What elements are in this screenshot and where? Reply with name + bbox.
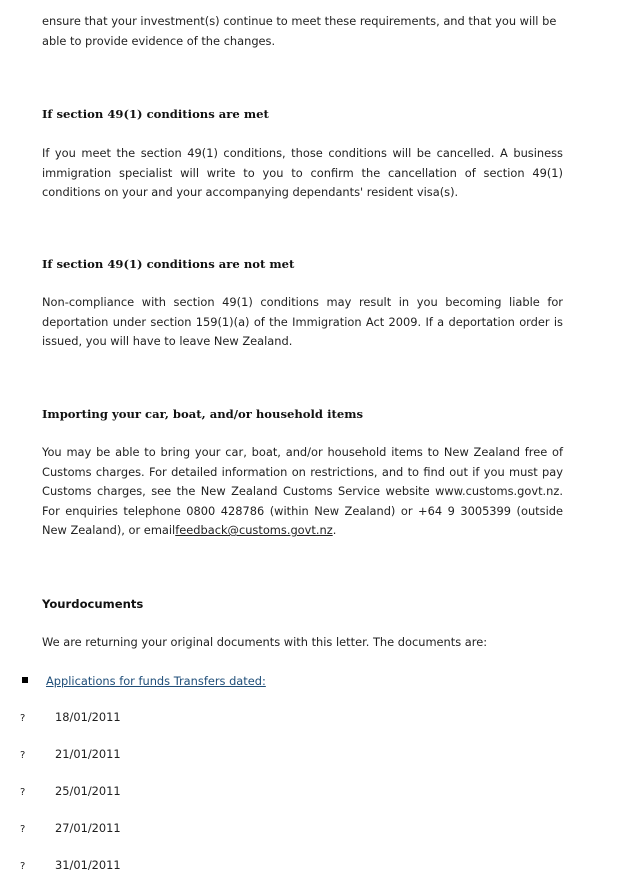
importing-body-text: You may be able to bring your car, boat, and/or household items to New Zealand free of Customs charges. For detailed information on restrictions, and to find out if you must pay Customs charges, see the New Zealand Customs Service website www.customs.govt.nz. For enquiries telephone 0800 428786 (within New Zealand) or +64 9 3005399 (outside New Zealand), or email (42, 445, 563, 537)
intro-line-1: ensure that your investment(s) continue to meet these requirements, and that you will be (42, 14, 557, 28)
customs-email-link[interactable]: feedback@customs.govt.nz (175, 523, 333, 537)
date-list-item (20, 709, 121, 727)
unknown-glyph-icon: ? (20, 787, 26, 798)
applications-funds-transfers-link[interactable]: Applications for funds Transfers dated: (46, 674, 266, 688)
unknown-glyph-icon: ? (20, 824, 26, 835)
intro-line-2: able to provide evidence of the changes. (42, 33, 276, 48)
heading-conditions-not-met: If section 49(1) conditions are not met (42, 257, 295, 271)
date-list-item (20, 746, 121, 764)
paragraph-conditions-met: If you meet the section 49(1) conditions, those conditions will be cancelled. A business immigration specialist will write to you to confirm the cancellation of section 49(1) conditions on your and your accompanying dependants' resident visa(s). (42, 146, 563, 199)
paragraph-importing-items (42, 443, 563, 541)
documents-bullet-item (22, 673, 266, 689)
date-list-item (20, 820, 121, 838)
heading-conditions-met: If section 49(1) conditions are met (42, 107, 269, 121)
importing-after-email: . (332, 523, 337, 537)
heading-importing-items: Importing your car, boat, and/or household items (42, 407, 363, 421)
unknown-glyph-icon: ? (20, 750, 26, 761)
date-value: 27/01/2011 (55, 821, 121, 835)
date-list-item (20, 783, 121, 801)
square-bullet-icon (22, 677, 28, 683)
intro-paragraph (42, 12, 563, 51)
date-value: 31/01/2011 (55, 858, 121, 872)
unknown-glyph-icon: ? (20, 713, 26, 724)
unknown-glyph-icon: ? (20, 861, 26, 872)
paragraph-documents-returned: We are returning your original documents with this letter. The documents are: (42, 635, 488, 649)
date-value: 21/01/2011 (55, 747, 121, 761)
date-value: 18/01/2011 (55, 710, 121, 724)
paragraph-conditions-not-met: Non-compliance with section 49(1) conditions may result in you becoming liable for deportation under section 159(1)(a) of the Immigration Act 2009. If a deportation order is issued, you will have to leave New Zealand. (42, 295, 563, 348)
heading-your-documents: Yourdocuments (42, 597, 144, 611)
date-list-item (20, 857, 121, 875)
date-value: 25/01/2011 (55, 784, 121, 798)
